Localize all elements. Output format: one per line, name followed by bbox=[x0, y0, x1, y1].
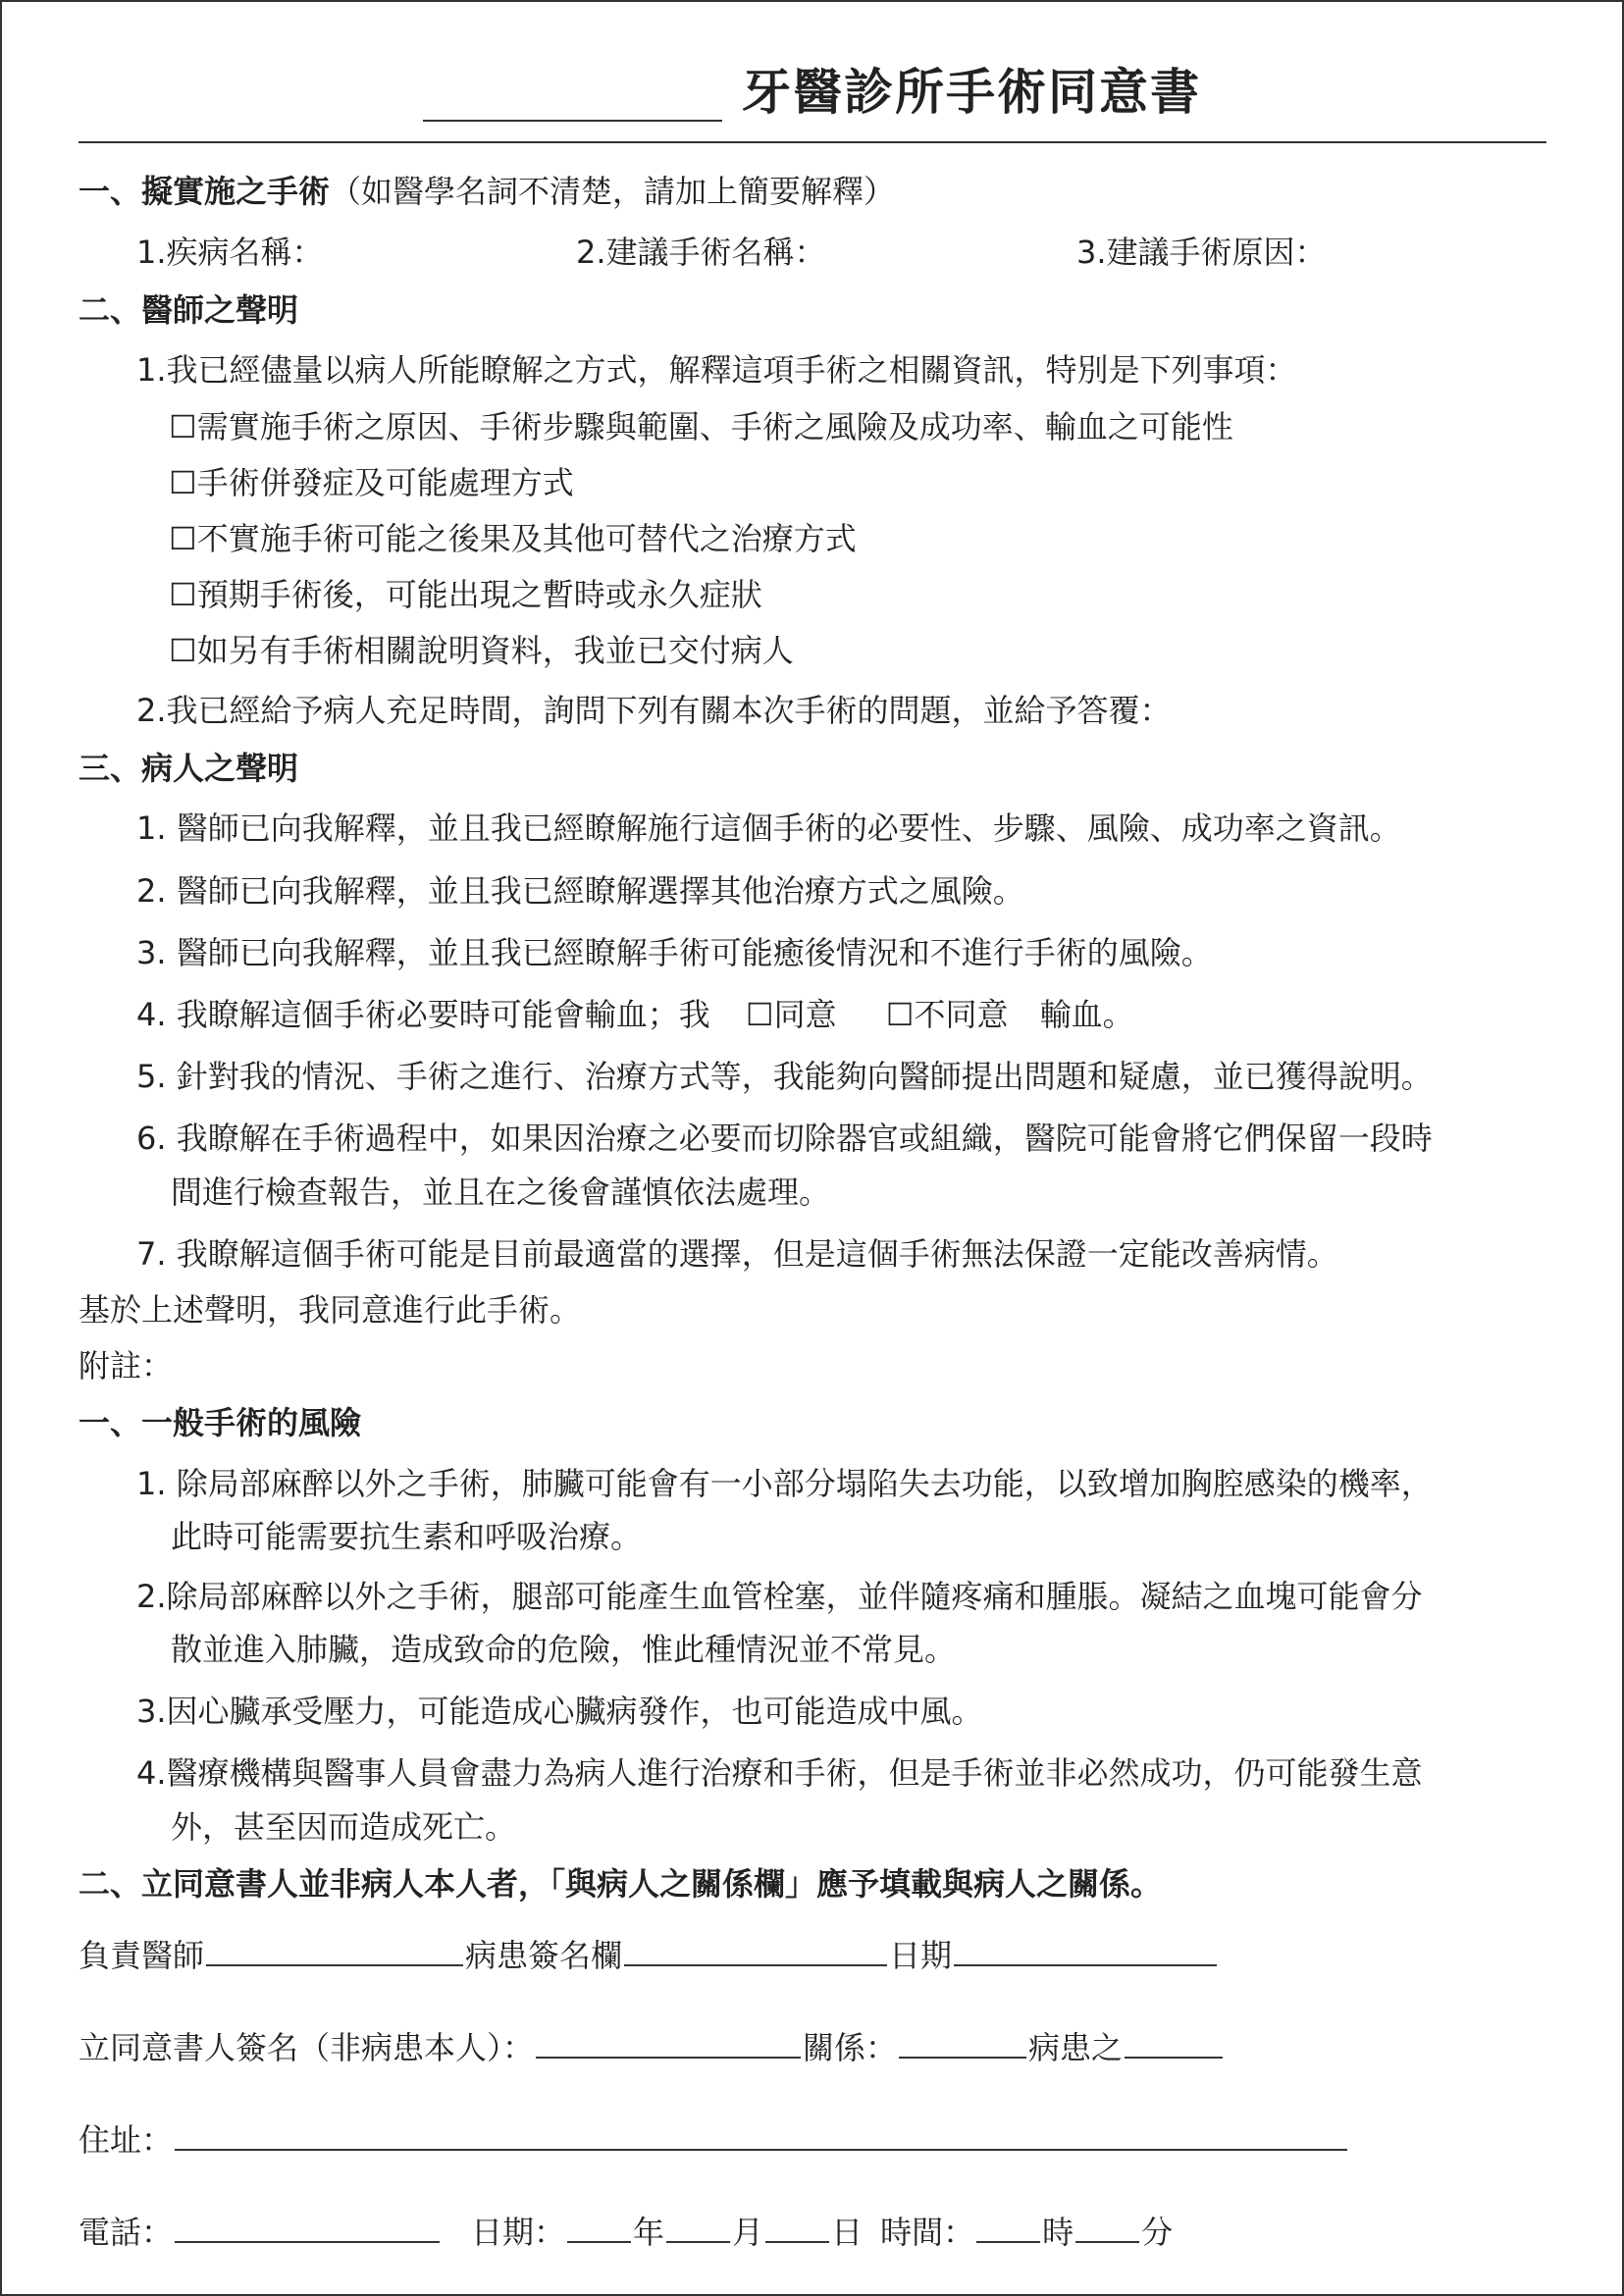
section-2-heading: 二、醫師之聲明 bbox=[79, 291, 299, 329]
date-label: 日期 bbox=[889, 1937, 953, 1974]
checklist-item-label: 不實施手術可能之後果及其他可替代之治療方式 bbox=[196, 520, 857, 557]
checkbox-disagree-icon[interactable]: ☐ bbox=[885, 996, 915, 1033]
hour-field[interactable] bbox=[976, 2212, 1040, 2243]
checkbox-icon[interactable]: ☐ bbox=[169, 520, 197, 557]
phone-field[interactable] bbox=[175, 2212, 440, 2243]
field-surgery-reason: 3.建議手術原因： bbox=[1076, 234, 1327, 271]
section-1-heading-row bbox=[79, 172, 895, 211]
phone-label: 電話： bbox=[79, 2214, 174, 2251]
patient-statement-1: 1. 醫師已向我解釋，並且我已經瞭解施行這個手術的必要性、步驟、風險、成功率之資訊。 bbox=[136, 809, 1401, 847]
year-field[interactable] bbox=[567, 2212, 631, 2243]
patient-of-label: 病患之 bbox=[1028, 2029, 1124, 2066]
agree-label: 同意 bbox=[773, 996, 837, 1033]
checkbox-icon[interactable]: ☐ bbox=[169, 576, 197, 613]
title-row bbox=[2, 63, 1622, 122]
relation-label: 關係： bbox=[803, 2029, 898, 2066]
day-field[interactable] bbox=[765, 2212, 829, 2243]
address-label: 住址： bbox=[79, 2121, 174, 2159]
patient-statement-4 bbox=[136, 995, 1134, 1034]
doctor-label: 負責醫師 bbox=[79, 1937, 205, 1974]
minute-label: 分 bbox=[1141, 2214, 1174, 2251]
checklist-item-label: 手術併發症及可能處理方式 bbox=[196, 464, 574, 501]
contact-row bbox=[79, 2212, 1173, 2252]
checkbox-icon[interactable]: ☐ bbox=[169, 632, 197, 669]
risk-item-4: 4.醫療機構與醫事人員會盡力為病人進行治療和手術，但是手術並非必然成功，仍可能發生意 bbox=[136, 1754, 1423, 1792]
doctor-statement-2: 2.我已經給予病人充足時間，詢問下列有關本次手術的問題，並給予答覆： bbox=[136, 692, 1172, 729]
transfusion-label: 輸血。 bbox=[1039, 996, 1134, 1033]
disagree-label: 不同意 bbox=[914, 996, 1009, 1033]
risk-item-1: 1. 除局部麻醉以外之手術，肺臟可能會有一小部分塌陷失去功能，以致增加胸腔感染的機率， bbox=[136, 1465, 1433, 1502]
patient-statement-2: 2. 醫師已向我解釋，並且我已經瞭解選擇其他治療方式之風險。 bbox=[136, 872, 1024, 910]
checklist-item-label: 需實施手術之原因、手術步驟與範圍、手術之風險及成功率、輸血之可能性 bbox=[196, 408, 1233, 445]
relation-field[interactable] bbox=[899, 2027, 1026, 2059]
risk-item-3: 3.因心臟承受壓力，可能造成心臟病發作，也可能造成中風。 bbox=[136, 1693, 983, 1730]
checklist-item-4[interactable] bbox=[169, 575, 762, 614]
month-field[interactable] bbox=[666, 2212, 730, 2243]
clinic-name-blank[interactable] bbox=[423, 71, 722, 122]
risk-item-4-cont: 外，甚至因而造成死亡。 bbox=[171, 1808, 517, 1846]
checklist-item-5[interactable] bbox=[169, 631, 794, 670]
checklist-item-3[interactable] bbox=[169, 519, 857, 558]
date-field[interactable] bbox=[954, 1935, 1217, 1966]
section-1-note: （如醫學名詞不清楚，請加上簡要解釋） bbox=[330, 173, 896, 210]
section-3-heading: 三、病人之聲明 bbox=[79, 750, 299, 787]
checklist-item-2[interactable] bbox=[169, 463, 574, 502]
consent-statement: 基於上述聲明，我同意進行此手術。 bbox=[79, 1291, 582, 1329]
signer-label: 立同意書人簽名（非病患本人）： bbox=[79, 2029, 535, 2066]
address-row bbox=[79, 2119, 1349, 2160]
doctor-signature-field[interactable] bbox=[206, 1935, 463, 1966]
patient-signature-label: 病患簽名欄 bbox=[465, 1937, 623, 1974]
patient-statement-7: 7. 我瞭解這個手術可能是目前最適當的選擇，但是這個手術無法保證一定能改善病情。 bbox=[136, 1235, 1338, 1273]
checkbox-icon[interactable]: ☐ bbox=[169, 408, 197, 445]
patient-statement-6: 6. 我瞭解在手術過程中，如果因治療之必要而切除器官或組織，醫院可能會將它們保留一段時 bbox=[136, 1120, 1433, 1157]
risk-item-2-cont: 散並進入肺臟，造成致命的危險，惟此種情況並不常見。 bbox=[171, 1631, 957, 1668]
checklist-item-1[interactable] bbox=[169, 407, 1233, 446]
minute-field[interactable] bbox=[1075, 2212, 1139, 2243]
checkbox-agree-icon[interactable]: ☐ bbox=[745, 996, 774, 1033]
title-divider bbox=[79, 141, 1546, 143]
risk-item-2: 2.除局部麻醉以外之手術，腿部可能產生血管栓塞，並伴隨疼痛和腫脹。凝結之血塊可能會分 bbox=[136, 1578, 1423, 1615]
date2-label: 日期： bbox=[471, 2214, 566, 2251]
statement-4-text: 4. 我瞭解這個手術必要時可能會輸血；我 bbox=[136, 996, 710, 1033]
checklist-item-label: 預期手術後，可能出現之暫時或永久症狀 bbox=[196, 576, 762, 613]
signer-signature-field[interactable] bbox=[536, 2027, 801, 2059]
field-disease-name: 1.疾病名稱： bbox=[136, 234, 324, 271]
section-1-heading: 一、擬實施之手術 bbox=[79, 173, 331, 210]
day-label: 日 bbox=[831, 2214, 864, 2251]
annex-1-heading: 一、一般手術的風險 bbox=[79, 1404, 362, 1441]
patient-signature-field[interactable] bbox=[624, 1935, 887, 1966]
patient-statement-3: 3. 醫師已向我解釋，並且我已經瞭解手術可能癒後情況和不進行手術的風險。 bbox=[136, 934, 1213, 971]
patient-statement-6-cont: 間進行檢查報告，並且在之後會謹慎依法處理。 bbox=[171, 1174, 831, 1211]
year-label: 年 bbox=[633, 2214, 665, 2251]
page-title: 牙醫診所手術同意書 bbox=[742, 64, 1201, 121]
field-surgery-name: 2.建議手術名稱： bbox=[576, 234, 826, 271]
annex-2-heading: 二、立同意書人並非病人本人者，「與病人之關係欄」應予填載與病人之關係。 bbox=[79, 1865, 1163, 1903]
doctor-statement-1: 1.我已經儘量以病人所能瞭解之方式，解釋這項手術之相關資訊，特別是下列事項： bbox=[136, 351, 1297, 389]
address-field[interactable] bbox=[175, 2119, 1347, 2151]
signature-row bbox=[79, 1935, 1219, 1975]
time-label: 時間： bbox=[880, 2214, 975, 2251]
risk-item-1-cont: 此時可能需要抗生素和呼吸治療。 bbox=[171, 1518, 643, 1555]
patient-statement-5: 5. 針對我的情況、手術之進行、治療方式等，我能夠向醫師提出問題和疑慮，並已獲得說明。 bbox=[136, 1058, 1433, 1095]
checkbox-icon[interactable]: ☐ bbox=[169, 464, 197, 501]
signer-row bbox=[79, 2027, 1225, 2067]
hour-label: 時 bbox=[1042, 2214, 1074, 2251]
month-label: 月 bbox=[732, 2214, 764, 2251]
relation-detail-field[interactable] bbox=[1125, 2027, 1223, 2059]
checklist-item-label: 如另有手術相關說明資料，我並已交付病人 bbox=[196, 632, 794, 669]
notes-label: 附註： bbox=[79, 1347, 174, 1384]
